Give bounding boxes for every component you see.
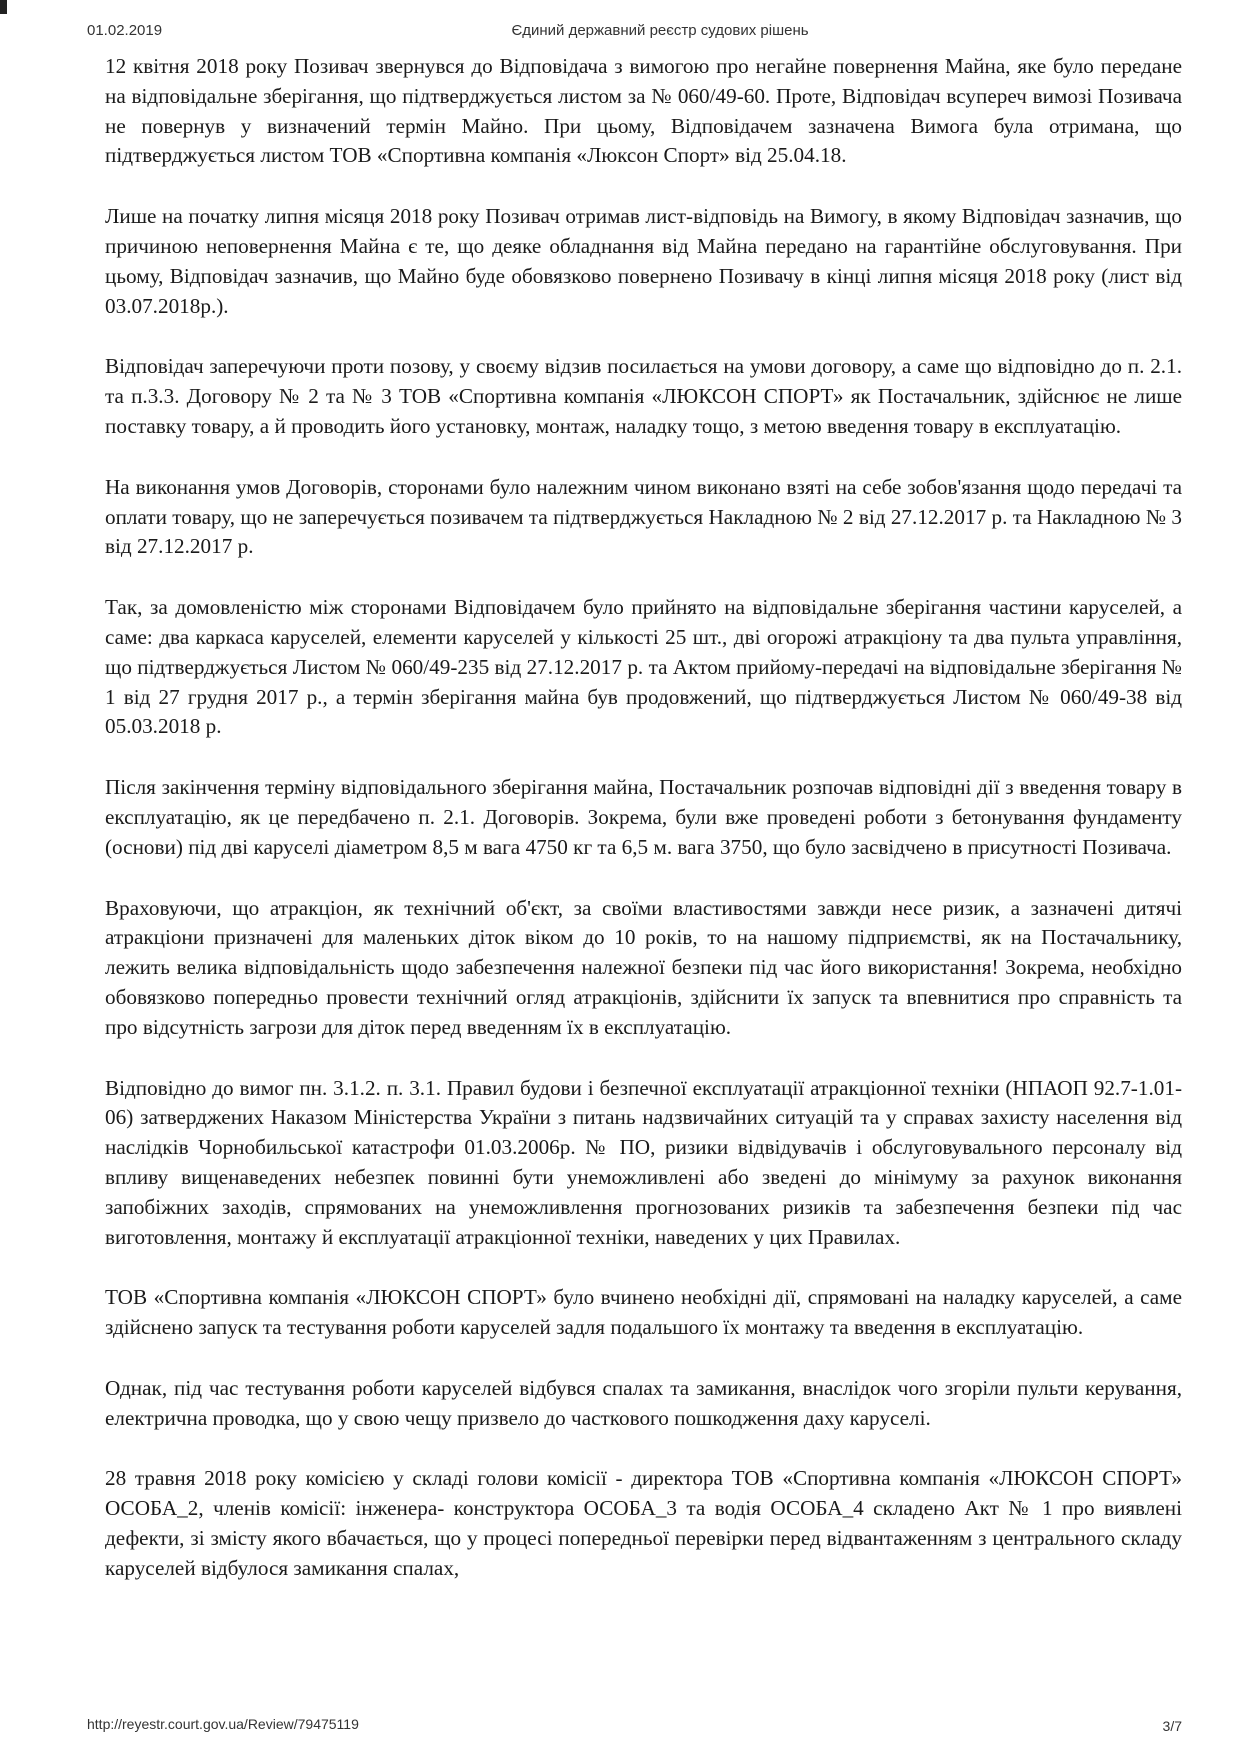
registry-title: Єдиний державний реєстр судових рішень	[511, 22, 809, 39]
paragraph-4: На виконання умов Договорів, сторонами було належним чином виконано взяті на себе зобов'язання щодо передачі та оплати товару, що не заперечується позивачем та підтверджується Накладною № 2 від 27.12.2017 р. та Накладною № 3 від 27.12.2017 р.	[105, 474, 1182, 559]
paragraph-11: 28 травня 2018 року комісією у складі голови комісії - директора ТОВ «Спортивна компанія «ЛЮКСОН СПОРТ» ОСОБА_2, членів комісії: інженера- конструктора ОСОБА_3 та водія ОСОБА_4 складено Акт № 1 про виявлені дефекти, зі змісту якого вбачається, що у процесі попередньої перевірки перед відвантаженням з центрального складу каруселей відбулося замикання спалах,	[105, 1466, 1182, 1580]
paragraph-5: Так, за домовленістю між сторонами Відповідачем було прийнято на відповідальне зберігання частини каруселей, а саме: два каркаса каруселей, елементи каруселей у кількості 25 шт., дві огорожі атракціону та два пульта управління, що підтверджується Листом № 060/49-235 від 27.12.2017 р. та Актом прийому-передачі на відповідальне зберігання № 1 від 27 грудня 2017 р., а термін зберігання майна був продовжений, що підтверджується Листом № 060/49-38 від 05.03.2018 р.	[105, 595, 1182, 739]
paragraph-1: 12 квітня 2018 року Позивач звернувся до Відповідача з вимогою про негайне повернення Майна, яке було передане на відповідальне зберігання, що підтверджується листом за № 060/49-60. Проте, Відповідач всупереч вимозі Позивача не повернув у визначений термін Майно. При цьому, Відповідачем зазначена Вимога була отримана, що підтверджується листом ТОВ «Спортивна компанія «Люксон Спорт» від 25.04.18.	[105, 54, 1182, 168]
source-url: http://reyestr.court.gov.ua/Review/79475119	[87, 1716, 359, 1732]
print-date: 01.02.2019	[87, 22, 163, 39]
document-body	[105, 52, 1182, 1615]
paragraph-7: Враховуючи, що атракціон, як технічний об'єкт, за своїми властивостями завжди несе ризик, а зазначені дитячі атракціони призначені для маленьких діток віком до 10 років, то на нашому підприємстві, як на Постачальнику, лежить велика відповідальність щодо забезпечення належної безпеки під час його використання! Зокрема, необхідно обовязково попередньо провести технічний огляд атракціонів, здійснити їх запуск та впевнитися про справність та про відсутність загрози для діток перед введенням їх в експлуатацію.	[105, 895, 1182, 1039]
paragraph-3: Відповідач заперечуючи проти позову, у своєму відзив посилається на умови договору, а саме що відповідно до п. 2.1. та п.3.3. Договору № 2 та № 3 ТОВ «Спортивна компанія «ЛЮКСОН СПОРТ» як Постачальник, здійснює не лише поставку товару, а й проводить його установку, монтаж, наладку тощо, з метою введення товару в експлуатацію.	[105, 354, 1182, 438]
paragraph-2: Лише на початку липня місяця 2018 року Позивач отримав лист-відповідь на Вимогу, в якому Відповідач зазначив, що причиною неповернення Майна є те, що деяке обладнання від Майна передано на гарантійне обслуговування. При цьому, Відповідач зазначив, що Майно буде обовязково повернено Позивачу в кінці липня місяця 2018 року (лист від 03.07.2018р.).	[105, 204, 1182, 318]
scan-artifact	[0, 0, 7, 14]
paragraph-6: Після закінчення терміну відповідального зберігання майна, Постачальник розпочав відповідні дії з введення товару в експлуатацію, як це передбачено п. 2.1. Договорів. Зокрема, були вже проведені роботи з бетонування фундаменту (основи) під дві каруселі діаметром 8,5 м вага 4750 кг та 6,5 м. вага 3750, що було засвідчено в присутності Позивача.	[105, 775, 1182, 859]
paragraph-9: ТОВ «Спортивна компанія «ЛЮКСОН СПОРТ» було вчинено необхідні дії, спрямовані на наладку каруселей, а саме здійснено запуск та тестування роботи каруселей задля подальшого їх монтажу та введення в експлуатацію.	[105, 1285, 1182, 1340]
paragraph-8: Відповідно до вимог пн. 3.1.2. п. 3.1. Правил будови і безпечної експлуатації атракціонної техніки (НПАОП 92.7-1.01-06) затверджених Наказом Міністерства України з питань надзвичайних ситуацій та у справах захисту населення від наслідків Чорнобильської катастрофи 01.03.2006р. № ПО, ризики відвідувачів і обслуговувального персоналу від впливу вищенаведених небезпек повинні бути унеможливлені або зведені до мінімуму за рахунок виконання запобіжних заходів, спрямованих на унеможливлення прогнозованих ризиків та забезпечення безпеки під час виготовлення, монтажу й експлуатації атракціонної техніки, наведених у цих Правилах.	[105, 1075, 1182, 1249]
paragraph-10: Однак, під час тестування роботи каруселей відбувся спалах та замикання, внаслідок чого згоріли пульти керування, електрична проводка, що у свою чещу призвело до часткового пошкодження даху каруселі.	[105, 1375, 1182, 1430]
page-number: 3/7	[1162, 1718, 1182, 1734]
